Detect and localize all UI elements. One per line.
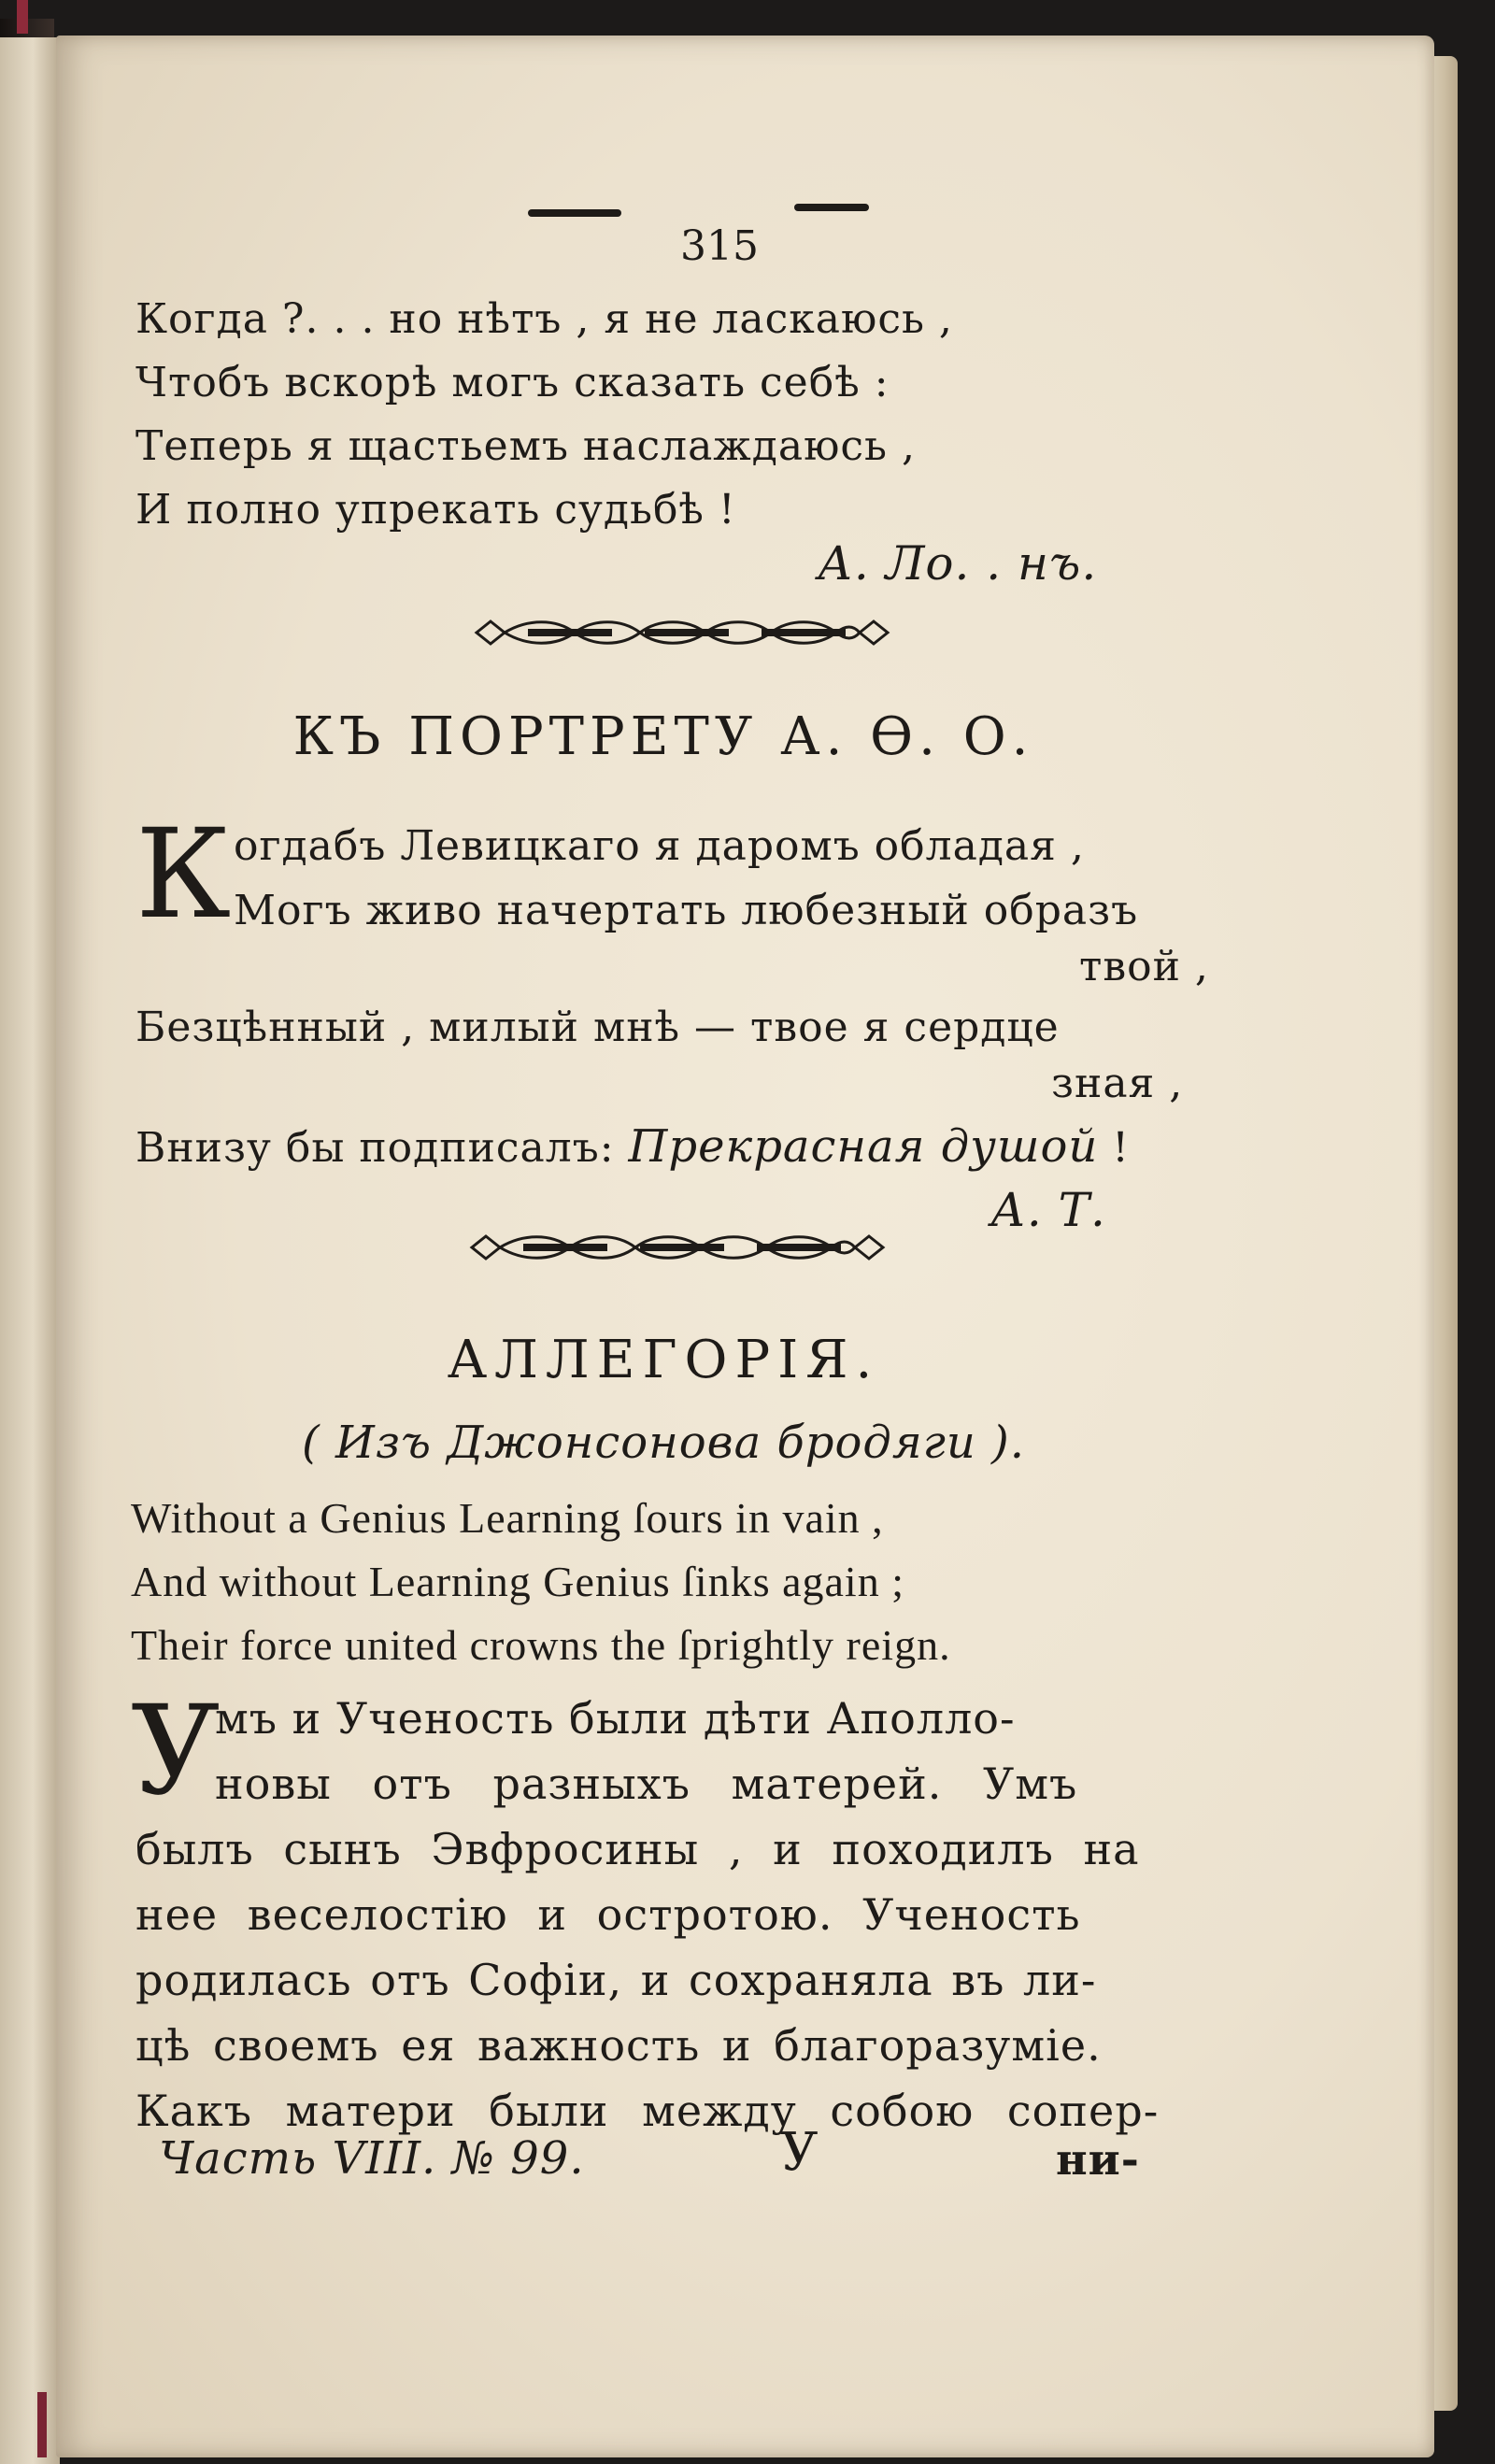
poem2-line: твой , bbox=[1079, 943, 1209, 990]
prose-line: цѣ своемъ ея важность и благоразуміе. bbox=[135, 2020, 1102, 2071]
poem2-line: зная , bbox=[1051, 1060, 1184, 1107]
ornament-divider bbox=[472, 617, 892, 648]
poem2-dropcap: К bbox=[135, 803, 232, 947]
spine-ribbon bbox=[17, 0, 28, 34]
prose-line: родилась отъ Софіи, и сохраняла въ ли- bbox=[135, 1955, 1097, 2005]
poem2-last-line-prefix: Внизу бы подписалъ: bbox=[135, 1124, 629, 1172]
allegory-title: АЛЛЕГОРІЯ. bbox=[447, 1330, 880, 1390]
poem1-line: Когда ?. . . но нѣтъ , я не ласкаюсь , bbox=[135, 295, 953, 343]
footer-catchword: ни- bbox=[1056, 2134, 1140, 2185]
poem2-last-line-italic: Прекрасная душой bbox=[628, 1120, 1099, 1173]
poem1-line: И полно упрекать судьбѣ ! bbox=[135, 486, 736, 534]
poem2-title: КЪ ПОРТРЕТУ А. Ѳ. О. bbox=[292, 706, 1034, 767]
prose-line: былъ сынъ Эвфросины , и походилъ на bbox=[135, 1824, 1140, 1874]
ornament-divider bbox=[467, 1232, 888, 1263]
poem2-last-line-suffix: ! bbox=[1098, 1124, 1130, 1172]
page-number-dash-right bbox=[794, 204, 869, 211]
prose-line: Какъ матери были между собою сопер- bbox=[135, 2086, 1160, 2136]
poem1-line: Чтобъ вскорѣ могъ сказать себѣ : bbox=[135, 359, 890, 406]
left-page-edge bbox=[0, 37, 60, 2464]
poem2-line: Безцѣнный , милый мнѣ — твое я сердце bbox=[135, 1004, 1060, 1051]
poem1-signature: А. Ло. . нъ. bbox=[818, 536, 1098, 591]
spine-ribbon-bottom bbox=[37, 2392, 47, 2457]
prose-line: нее веселостію и остротою. Ученость bbox=[135, 1889, 1081, 1940]
prose-line: мъ и Ученость были дѣти Аполло- bbox=[215, 1693, 1016, 1744]
page-number-dash-left bbox=[528, 209, 621, 217]
page-number: 315 bbox=[680, 222, 759, 270]
allegory-subtitle: ( Изъ Джонсонова бродяги ). bbox=[301, 1417, 1026, 1469]
prose-line: новы отъ разныхъ матерей. Умъ bbox=[215, 1759, 1078, 1809]
footer-part: Часть VIII. № 99. bbox=[159, 2132, 585, 2185]
allegory-dropcap: У bbox=[131, 1679, 221, 1823]
epigraph-line: And without Learning Genius ſinks again ; bbox=[131, 1558, 904, 1605]
book-page bbox=[56, 36, 1434, 2457]
epigraph-line: Their force united crowns the ſprightly reign. bbox=[131, 1621, 951, 1669]
poem2-last-line bbox=[135, 1120, 1130, 1173]
poem2-line: Могъ живо начертать любезный образъ bbox=[234, 887, 1139, 934]
poem2-signature: А. Т. bbox=[990, 1183, 1106, 1237]
footer-signature-mark: У bbox=[780, 2122, 819, 2183]
poem2-line: огдабъ Левицкаго я даромъ обладая , bbox=[234, 822, 1085, 870]
epigraph-line: Without a Genius Learning ſours in vain , bbox=[131, 1494, 884, 1542]
poem1-line: Теперь я щастьемъ наслаждаюсь , bbox=[135, 422, 916, 470]
